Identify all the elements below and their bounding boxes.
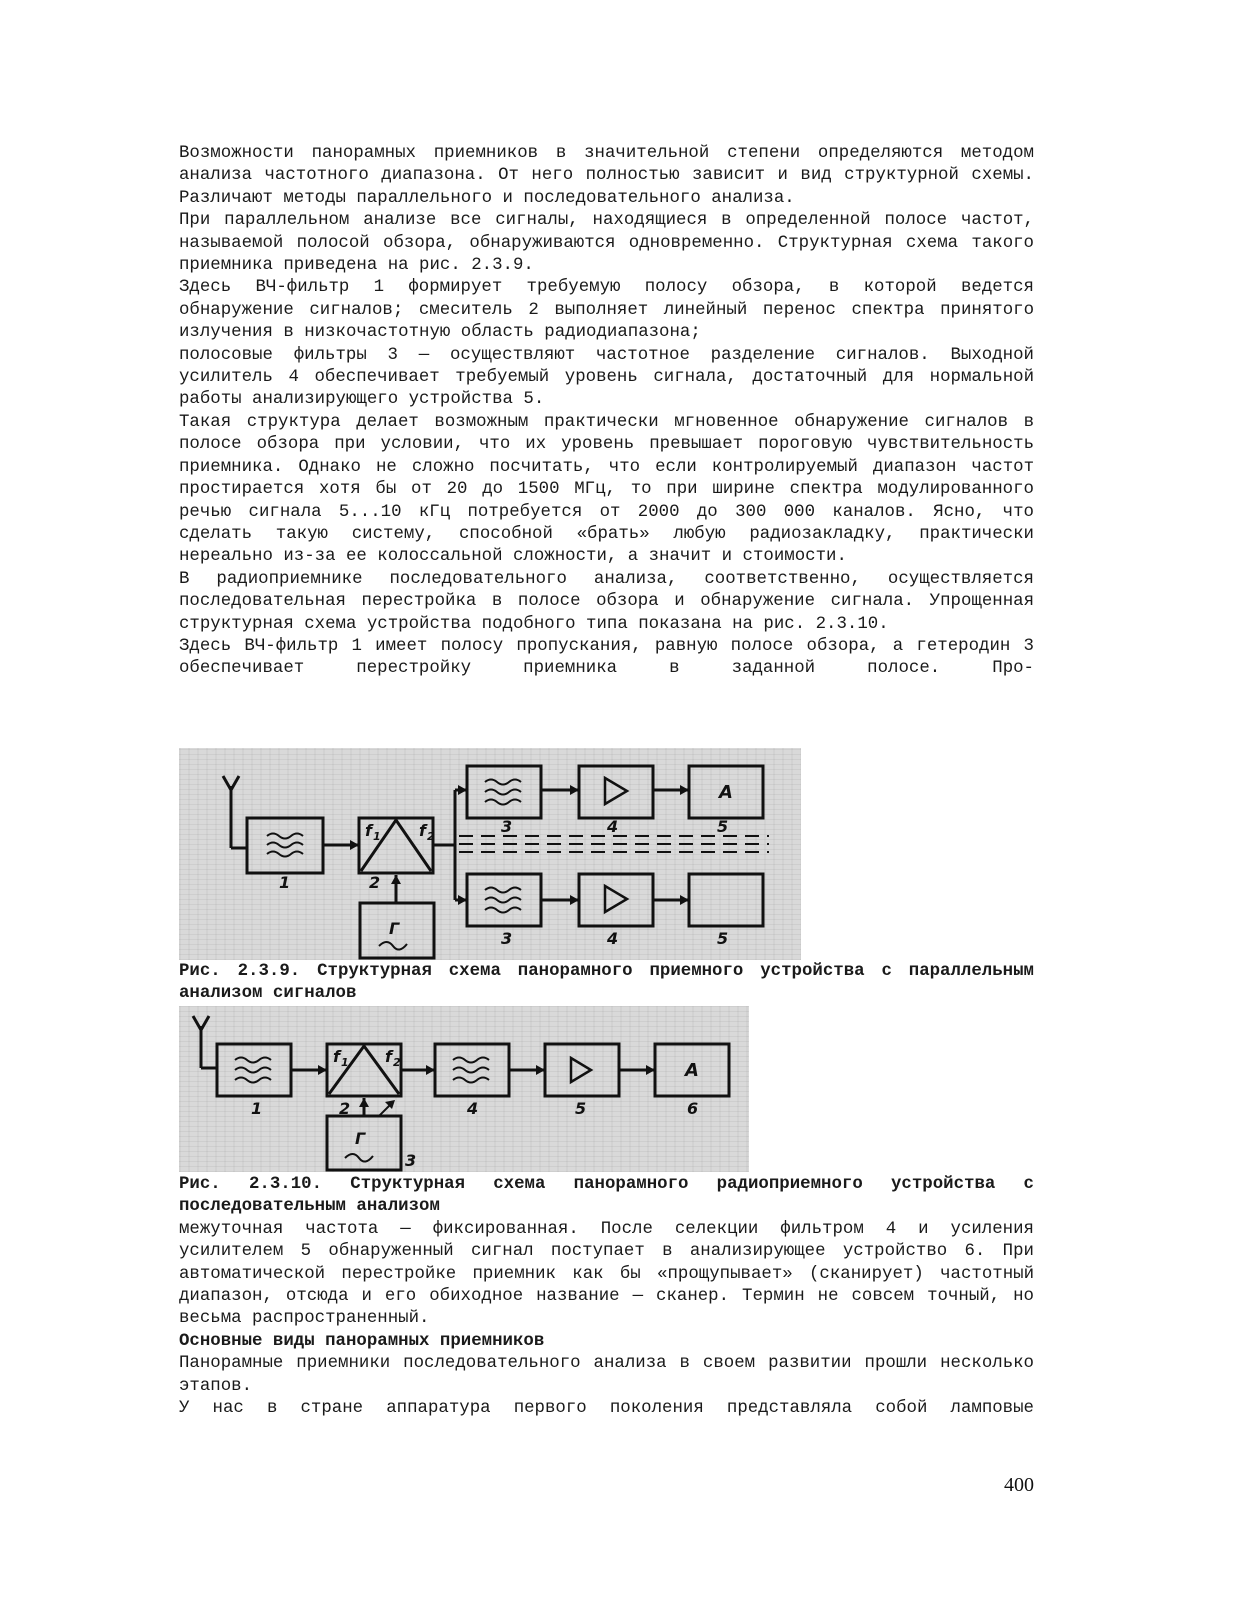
label-3: 3 [405,1151,417,1170]
block-diagram [179,748,801,960]
block-diagram [179,1006,749,1172]
hf-filter-block [247,818,323,873]
amplifier-block [545,1044,619,1096]
paragraph: Здесь ВЧ-фильтр 1 формирует требуемую полосу обзора, в которой ведется обнаружение сигналов; смеситель 2 выполняет линейный перенос спектра принятого излучения в низкочастотную область радиодиапазона; [179,278,1034,343]
label-1: 1 [251,1099,263,1118]
label-f1-sub: 1 [341,1056,349,1069]
caption: Рис. 2.3.10. Структурная схема панорамного радиоприемного устройства с последовательным анализом [179,1175,1034,1217]
page-number: 400 [1004,1474,1034,1496]
antenna-icon [201,1016,209,1030]
paragraph: Здесь ВЧ-фильтр 1 имеет полосу пропускания, равную полосе обзора, а гетеродин 3 обеспечивает перестройку приемника в заданной полосе. Про- [179,636,1034,679]
bandpass-filter-block [467,766,541,818]
body-text-top [179,143,1034,681]
hf-filter-block [217,1044,291,1096]
label-4: 4 [607,929,619,948]
paragraph: межуточная частота — фиксированная. После селекции фильтром 4 и усиления усилителем 5 обнаруженный сигнал поступает в анализирующее устройство 6. При автоматической перестройке приемник как бы «прощупывает» (сканирует) частотный диапазон, отсюда и его обиходное название — сканер. Термин не совсем точный, но весьма распространенный. [179,1219,1034,1329]
label-g: Г [389,919,400,938]
label-f2: f [419,821,426,840]
label-4: 4 [467,1099,479,1118]
label-2: 2 [369,873,381,892]
caption: Рис. 2.3.9. Структурная схема панорамного приемного устройства с параллельным анализом сигналов [179,962,1034,1004]
label-f1: f [365,821,372,840]
section-heading: Основные виды панорамных приемников [179,1331,545,1351]
label-5: 5 [575,1099,587,1118]
figure-parallel-analysis-diagram [179,748,801,960]
amplifier-block [579,874,653,926]
antenna-icon [193,1016,201,1030]
antenna-icon [231,776,239,790]
label-2: 2 [339,1099,351,1118]
analyzer-block [689,874,763,926]
label-a: А [719,782,733,803]
label-a: А [685,1060,699,1081]
label-f1-sub: 1 [373,830,381,843]
paragraph: При параллельном анализе все сигналы, находящиеся в определенной полосе частот, называемой полосой обзора, обнаруживаются одновременно. Структурная схема такого приемника приведена на рис. 2.3.9. [179,211,1034,276]
label-1: 1 [279,873,291,892]
antenna-icon [223,776,231,790]
paragraph: В радиоприемнике последовательного анализа, соответственно, осуществляется последовательная перестройка в полосе обзора и обнаружение сигнала. Упрощенная структурная схема устройства подобного типа показана на рис. 2.3.10. [179,569,1034,634]
if-filter-block [435,1044,509,1096]
paragraph: Такая структура делает возможным практически мгновенное обнаружение сигналов в полосе обзора при условии, что их уровень превышает пороговую чувствительность приемника. Однако не сложно посчитать, что если контролируемый диапазон частот простирается хотя бы от 20 до 1500 МГц, то при ширине спектра модулированного речью сигнала 5...10 кГц потребуется от 2000 до 300 000 каналов. Ясно, что сделать такую систему, способной «брать» любую радиозакладку, практически нереально из-за ее колоссальной сложности, а значит и стоимости. [179,412,1034,567]
amplifier-block [579,766,653,818]
label-f1: f [333,1047,340,1066]
paragraph: Возможности панорамных приемников в значительной степени определяются методом анализа частотного диапазона. От него полностью зависит и вид структурной схемы. Различают методы параллельного и последовательного анализа. [179,144,1034,208]
paragraph: Панорамные приемники последовательного анализа в своем развитии прошли несколько этапов. [179,1354,1034,1396]
figure1-caption [179,961,1034,1006]
label-5: 5 [717,817,729,836]
bandpass-filter-block [467,874,541,926]
label-f2-sub: 2 [427,830,435,843]
label-6: 6 [687,1099,699,1118]
body-text-bottom [179,1174,1034,1420]
paragraph: У нас в стране аппаратура первого поколения представляла собой ламповые [179,1399,1034,1419]
label-5: 5 [717,929,729,948]
label-4: 4 [607,817,619,836]
label-3: 3 [501,817,513,836]
paragraph: полосовые фильтры 3 — осуществляют частотное разделение сигналов. Выходной усилитель 4 обеспечивает требуемый уровень сигнала, достаточный для нормальной работы анализирующего устройства 5. [179,345,1034,410]
label-f2-sub: 2 [393,1056,401,1069]
figure-sequential-analysis-diagram [179,1006,749,1172]
label-g: Г [355,1129,366,1148]
label-3: 3 [501,929,513,948]
label-f2: f [385,1047,392,1066]
